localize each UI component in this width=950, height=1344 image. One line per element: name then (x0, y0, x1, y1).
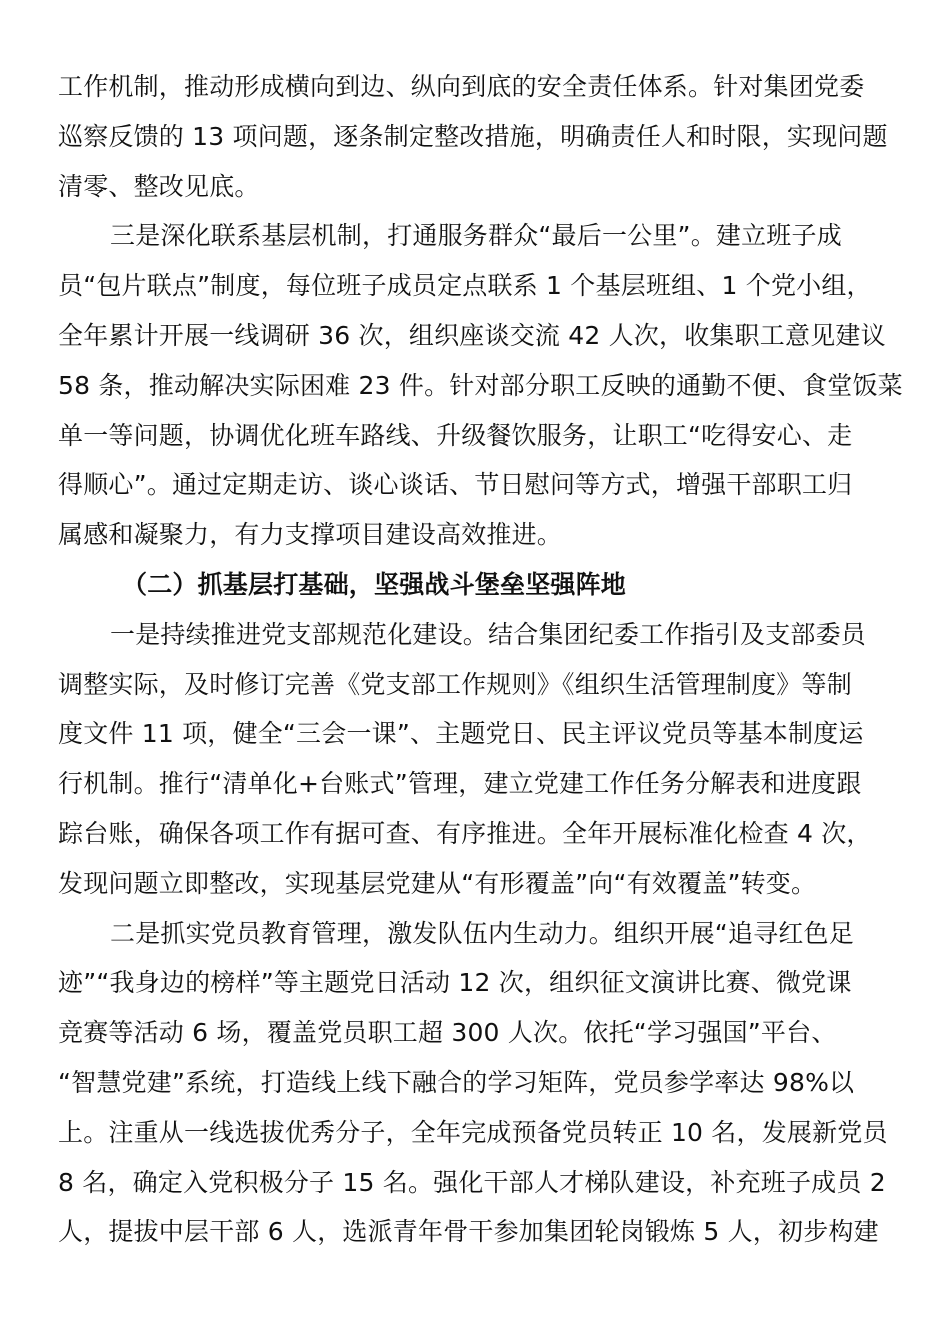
document-page (58, 62, 903, 1257)
paragraph-member-education (58, 909, 894, 1258)
text-line: 清零、整改见底。 (58, 171, 260, 201)
text-line: 发现问题立即整改，实现基层党建从“有形覆盖”向“有效覆盖”转变。 (58, 868, 817, 898)
text-line: 得顺心”。通过定期走访、谈心谈话、节日慰问等方式，增强干部职工归 (58, 470, 853, 500)
text-line: 迹”“我身边的榜样”等主题党日活动 12 次，组织征文演讲比赛、微党课 (58, 968, 852, 998)
text-line: 人，提拔中层干部 6 人，选派青年骨干参加集团轮岗锻炼 5 人，初步构建 (58, 1217, 879, 1247)
text-line: 度文件 11 项，健全“三会一课”、主题党日、民主评议党员等基本制度运 (58, 719, 864, 749)
text-line: 一是持续推进党支部规范化建设。结合集团纪委工作指引及支部委员 (110, 619, 867, 649)
text-line: 员“包片联点”制度，每位班子成员定点联系 1 个基层班组、1 个党小组， (58, 271, 872, 301)
text-line: 踪台账，确保各项工作有据可查、有序推进。全年开展标准化检查 4 次， (58, 818, 872, 848)
text-line: 工作机制，推动形成横向到边、纵向到底的安全责任体系。针对集团党委 (58, 72, 865, 101)
text-line: 单一等问题，协调优化班车路线、升级餐饮服务，让职工“吃得安心、走 (58, 420, 853, 450)
text-line: 属感和凝聚力，有力支撑项目建设高效推进。 (58, 520, 563, 550)
paragraph-liaison-mechanism (58, 211, 903, 560)
text-line: 8 名，确定入党积极分子 15 名。强化干部人才梯队建设，补充班子成员 2 (58, 1167, 886, 1197)
text-line: 竞赛等活动 6 场，覆盖党员职工超 300 人次。依托“学习强国”平台、 (58, 1018, 837, 1048)
paragraph-continuation (58, 62, 894, 211)
text-line: 上。注重从一线选拔优秀分子，全年完成预备党员转正 10 名，发展新党员 (58, 1117, 888, 1147)
text-line: 三是深化联系基层机制，打通服务群众“最后一公里”。建立班子成 (110, 221, 842, 251)
text-line: 行机制。推行“清单化+台账式”管理，建立党建工作任务分解表和进度跟 (58, 769, 862, 799)
text-line: 58 条，推动解决实际困难 23 件。针对部分职工反映的通勤不便、食堂饭菜 (58, 370, 903, 400)
text-line: 调整实际，及时修订完善《党支部工作规则》《组织生活管理制度》等制 (58, 669, 852, 699)
text-line: “智慧党建”系统，打造线上线下融合的学习矩阵，党员参学率达 98%以 (58, 1067, 855, 1097)
section-heading: （二）抓基层打基础，坚强战斗堡垒坚强阵地 (122, 569, 627, 599)
text-line: 巡察反馈的 13 项问题，逐条制定整改措施，明确责任人和时限，实现问题 (58, 121, 888, 151)
paragraph-branch-standardization (58, 610, 894, 909)
text-line: 二是抓实党员教育管理，激发队伍内生动力。组织开展“追寻红色足 (110, 918, 854, 948)
text-line: 全年累计开展一线调研 36 次，组织座谈交流 42 人次，收集职工意见建议 (58, 320, 886, 350)
